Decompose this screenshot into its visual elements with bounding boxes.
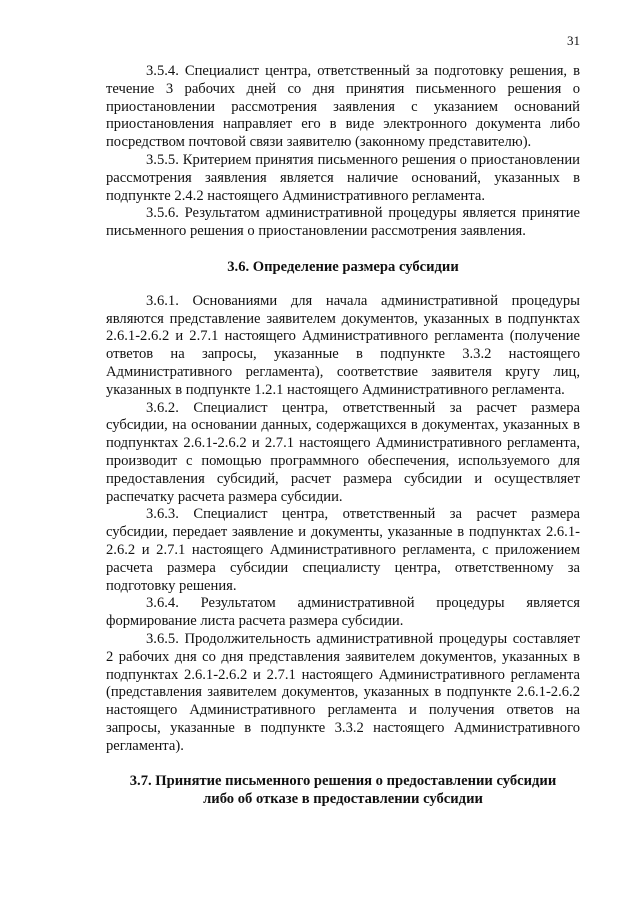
section-heading-3-7-line1: 3.7. Принятие письменного решения о предоставлении субсидии	[129, 773, 557, 790]
paragraph-3-6-3: 3.6.3. Специалист центра, ответственный за расчет размера субсидии, передает заявление и документы, указанные в подпунктах 2.6.1-2.6.2 и 2.7.1 настоящего Административного регламента, с приложением расчета размера субсидии специалисту центра, ответственному за подготовку решения.	[106, 506, 580, 594]
paragraph-3-6-4: 3.6.4. Результатом административной процедуры является формирование листа расчета размера субсидии.	[106, 595, 580, 630]
paragraph-3-6-1: 3.6.1. Основаниями для начала административной процедуры являются представление заявителем документов, указанных в подпунктах 2.6.1-2.6.2 и 2.7.1 настоящего Административного регламента (получение ответов на запросы, указанные в подпункте 3.3.2 настоящего Административного регламента), соответствие заявителя кругу лиц, указанных в подпункте 1.2.1 настоящего Административного регламента.	[106, 292, 580, 398]
paragraph-3-5-5: 3.5.5. Критерием принятия письменного решения о приостановлении рассмотрения заявления является наличие оснований, указанных в подпункте 2.4.2 настоящего Административного регламента.	[106, 151, 580, 204]
section-heading-3-6: 3.6. Определение размера субсидии	[227, 258, 459, 275]
paragraph-3-6-2: 3.6.2. Специалист центра, ответственный за расчет размера субсидии, на основании данных, содержащихся в документах, указанных в подпунктах 2.6.1-2.6.2 и 2.7.1 настоящего Административного регламента, производит с помощью программного обеспечения, используемого для предоставления субсидий, расчет размера субсидии и осуществляет распечатку расчета размера субсидии.	[106, 399, 580, 505]
document-body	[106, 63, 580, 809]
paragraph-3-6-5: 3.6.5. Продолжительность административной процедуры составляет 2 рабочих дня со дня представления заявителем документов, указанных в подпунктах 2.6.1-2.6.2 и 2.7.1 настоящего Административного регламента (представления заявителем документов, указанных в подпункте 2.6.1-2.6.2 настоящего Административного регламента и получения ответов на запросы, указанные в подпункте 3.3.2 настоящего Административного регламента).	[106, 630, 580, 754]
spacer	[106, 277, 580, 293]
spacer	[106, 755, 580, 773]
paragraph-3-5-6: 3.5.6. Результатом административной процедуры является принятие письменного решения о приостановлении рассмотрения заявления.	[106, 205, 580, 240]
section-heading-3-7-line2: либо об отказе в предоставлении субсидии	[203, 791, 483, 808]
paragraph-3-5-4: 3.5.4. Специалист центра, ответственный за подготовку решения, в течение 3 рабочих дней со дня принятия письменного решения о приостановлении рассмотрения заявления с указанием оснований приостановления направляет его в виде электронного документа либо посредством почтовой связи заявителю (законному представителю).	[106, 63, 580, 151]
spacer	[106, 241, 580, 259]
page-number: 31	[567, 33, 580, 48]
